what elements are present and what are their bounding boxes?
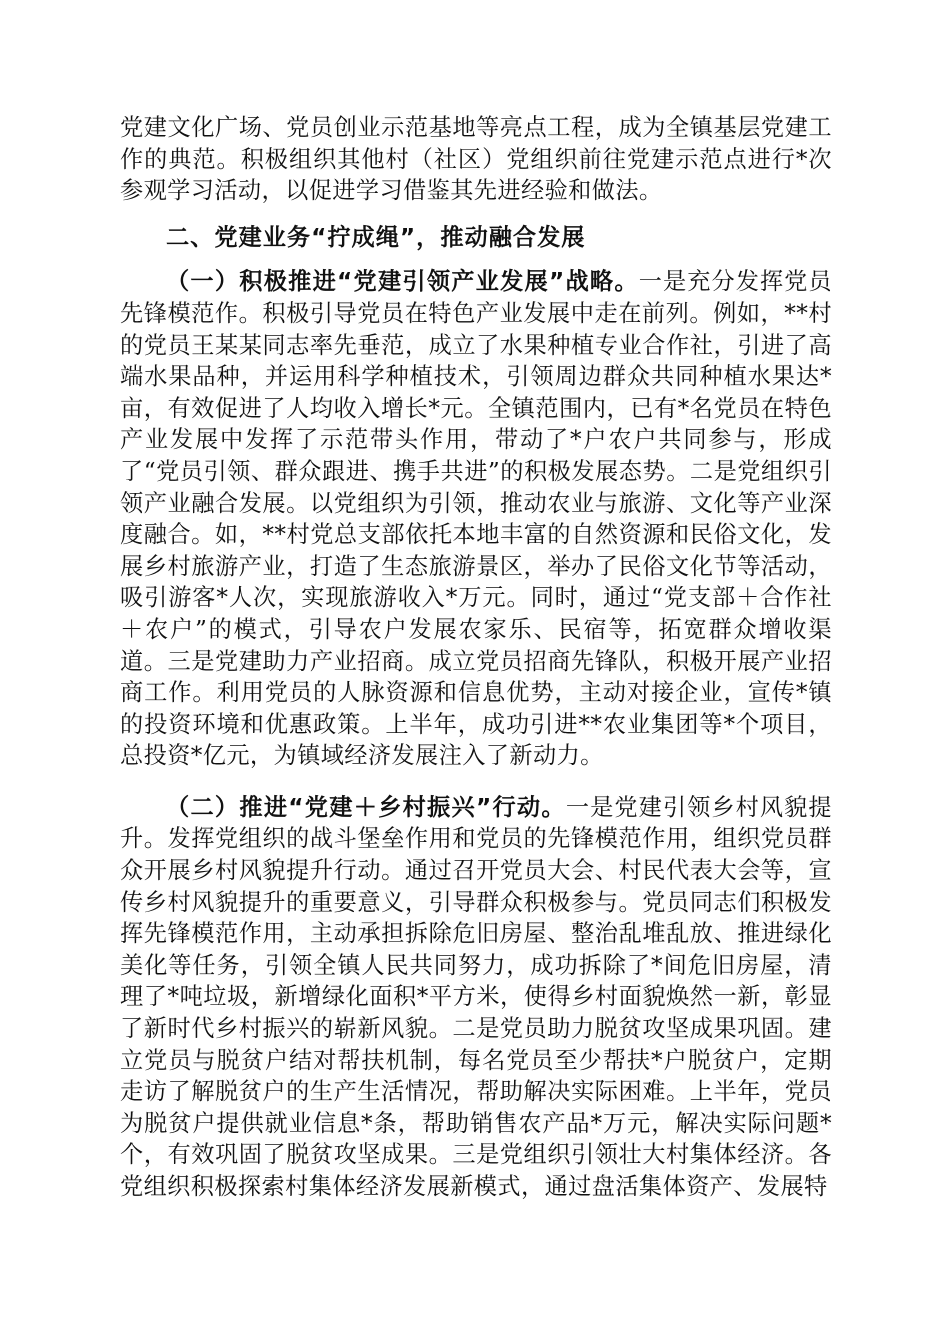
paragraph-industry-lead: （一）积极推进“党建引领产业发展”战略。 [166, 268, 639, 296]
document-page [120, 112, 832, 1203]
paragraph-spacer [120, 772, 832, 792]
paragraph-industry-body: 一是充分发挥党员先锋模范作。积极引导党员在特色产业发展中走在前列。例如，**村的党员王某某同志率先垂范，成立了水果种植专业合作社，引进了高端水果品种，并运用科学种植技术，引领周边群众共同种植水果达*亩，有效促进了人均收入增长*元。全镇范围内，已有*名党员在特色产业发展中发挥了示范带头作用，带动了*户农户共同参与，形成了“党员引领、群众跟进、携手共进”的积极发展态势。二是党组织引领产业融合发展。以党组织为引领，推动农业与旅游、文化等产业深度融合。如，**村党总支部依托本地丰富的自然资源和民俗文化，发展乡村旅游产业，打造了生态旅游景区，举办了民俗文化节等活动，吸引游客*人次，实现旅游收入*万元。同时，通过“党支部＋合作社＋农户”的模式，引导农户发展农家乐、民宿等，拓宽群众增收渠道。三是党建助力产业招商。成立党员招商先锋队，积极开展产业招商工作。利用党员的人脉资源和信息优势，主动对接企业，宣传*镇的投资环境和优惠政策。上半年，成功引进**农业集团等*个项目，总投资*亿元，为镇域经济发展注入了新动力。 [120, 268, 833, 770]
paragraph-intro: 党建文化广场、党员创业示范基地等亮点工程，成为全镇基层党建工作的典范。积极组织其他村（社区）党组织前往党建示范点进行*次参观学习活动，以促进学习借鉴其先进经验和做法。 [120, 114, 832, 205]
paragraph-rural-body: 一是党建引领乡村风貌提升。发挥党组织的战斗堡垒作用和党员的先锋模范作用，组织党员群众开展乡村风貌提升行动。通过召开党员大会、村民代表大会等，宣传乡村风貌提升的重要意义，引导群众积极参与。党员同志们积极发挥先锋模范作用，主动承担拆除危旧房屋、整治乱堆乱放、推进绿化美化等任务，引领全镇人民共同努力，成功拆除了*间危旧房屋，清理了*吨垃圾，新增绿化面积*平方米，使得乡村面貌焕然一新，彰显了新时代乡村振兴的崭新风貌。二是党员助力脱贫攻坚成果巩固。建立党员与脱贫户结对帮扶机制，每名党员至少帮扶*户脱贫户，定期走访了解脱贫户的生产生活情况，帮助解决实际困难。上半年，党员为脱贫户提供就业信息*条，帮助销售农产品*万元，解决实际问题*个，有效巩固了脱贫攻坚成果。三是党组织引领壮大村集体经济。各党组织积极探索村集体经济发展新模式，通过盘活集体资产、发展特 [120, 793, 832, 1200]
paragraph-industry [120, 266, 832, 772]
paragraph-rural [120, 792, 832, 1203]
paragraph-rural-lead: （二）推进“党建＋乡村振兴”行动。 [166, 793, 566, 821]
section-heading: 二、党建业务“拧成绳”，推动融合发展 [166, 223, 586, 251]
